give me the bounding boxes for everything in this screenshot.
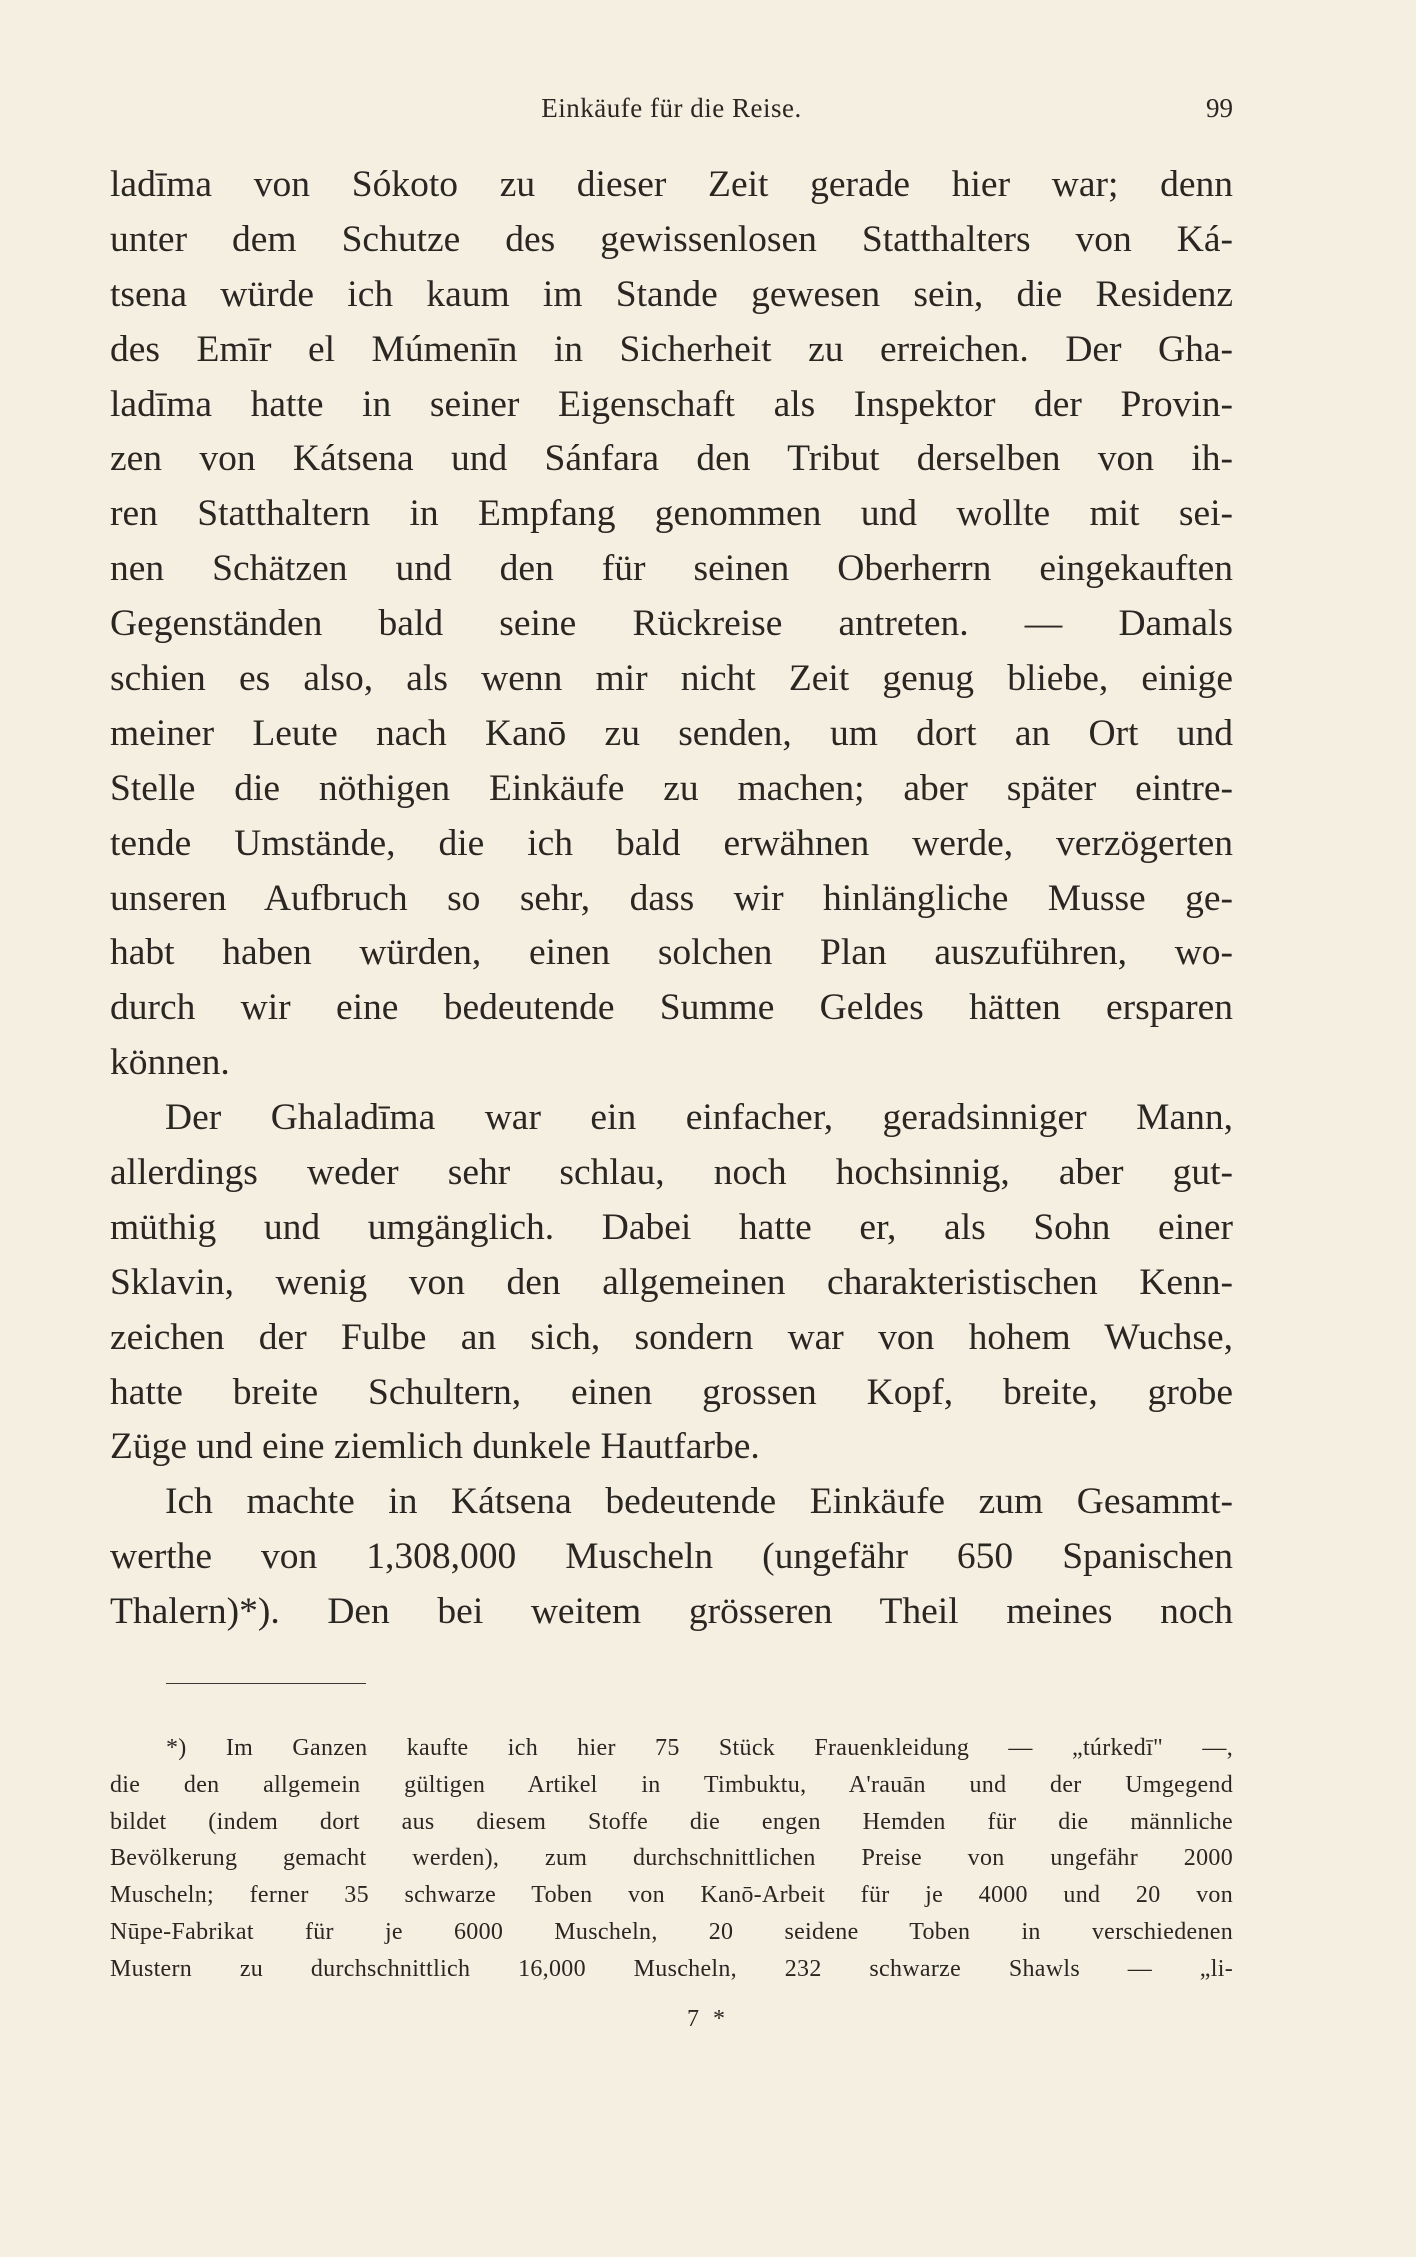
text-line: hatte breite Schultern, einen grossen Kopf, breite, grobe xyxy=(110,1371,1233,1413)
text-line: tsena würde ich kaum im Stande gewesen sein, die Residenz xyxy=(110,273,1233,315)
text-line: Stelle die nöthigen Einkäufe zu machen; aber später eintre- xyxy=(110,767,1233,809)
text-line: Züge und eine ziemlich dunkele Hautfarbe. xyxy=(110,1426,760,1468)
paragraph-start: Der Ghaladīma war ein einfacher, geradsinniger Mann, xyxy=(165,1097,1233,1139)
text-line: können. xyxy=(110,1042,230,1084)
text-line: habt haben würden, einen solchen Plan auszuführen, wo- xyxy=(110,932,1233,974)
text-line: zeichen der Fulbe an sich, sondern war von hohem Wuchse, xyxy=(110,1316,1233,1358)
text-line: müthig und umgänglich. Dabei hatte er, als Sohn einer xyxy=(110,1206,1233,1248)
signature-mark: 7 * xyxy=(687,2006,729,2032)
text-line: Sklavin, wenig von den allgemeinen charakteristischen Kenn- xyxy=(110,1261,1233,1303)
footnote-line: bildet (indem dort aus diesem Stoffe die engen Hemden für die männliche xyxy=(110,1808,1233,1835)
footnote-line: die den allgemein gültigen Artikel in Timbuktu, A'rauān und der Umgegend xyxy=(110,1771,1233,1798)
text-line: allerdings weder sehr schlau, noch hochsinnig, aber gut- xyxy=(110,1152,1233,1194)
text-line: zen von Kátsena und Sánfara den Tribut derselben von ih- xyxy=(110,438,1233,480)
footnote-line: *) Im Ganzen kaufte ich hier 75 Stück Frauenkleidung — „túrkedī" —, xyxy=(166,1735,1233,1761)
text-line: Gegenständen bald seine Rückreise antreten. — Damals xyxy=(110,603,1233,645)
running-title: Einkäufe für die Reise. xyxy=(541,93,802,123)
paragraph-start: Ich machte in Kátsena bedeutende Einkäufe zum Gesammt- xyxy=(165,1481,1233,1523)
text-line: ladīma hatte in seiner Eigenschaft als Inspektor der Provin- xyxy=(110,383,1233,425)
text-line: durch wir eine bedeutende Summe Geldes hätten ersparen xyxy=(110,987,1233,1029)
footnote xyxy=(110,1730,1233,1988)
text-line: meiner Leute nach Kanō zu senden, um dort an Ort und xyxy=(110,712,1233,754)
text-line: unseren Aufbruch so sehr, dass wir hinlängliche Musse ge- xyxy=(110,877,1233,919)
text-line: des Emīr el Múmenīn in Sicherheit zu erreichen. Der Gha- xyxy=(110,328,1233,370)
page-number: 99 xyxy=(1206,93,1233,123)
footnote-line: Bevölkerung gemacht werden), zum durchschnittlichen Preise von ungefähr 2000 xyxy=(110,1845,1233,1872)
text-line: ren Statthaltern in Empfang genommen und wollte mit sei- xyxy=(110,493,1233,535)
footnote-line: Nūpe-Fabrikat für je 6000 Muscheln, 20 seidene Toben in verschiedenen xyxy=(110,1918,1233,1945)
text-line: nen Schätzen und den für seinen Oberherrn eingekauften xyxy=(110,548,1233,590)
footnote-divider xyxy=(166,1683,366,1684)
running-head xyxy=(110,88,1233,128)
text-line: ladīma von Sókoto zu dieser Zeit gerade hier war; denn xyxy=(110,164,1233,205)
text-line: schien es also, als wenn mir nicht Zeit genug bliebe, einige xyxy=(110,658,1233,700)
main-text xyxy=(110,158,1233,1640)
footnote-line: Mustern zu durchschnittlich 16,000 Muscheln, 232 schwarze Shawls — „li- xyxy=(110,1955,1233,1982)
text-line: tende Umstände, die ich bald erwähnen werde, verzögerten xyxy=(110,822,1233,864)
footnote-line: Muscheln; ferner 35 schwarze Toben von Kanō-Arbeit für je 4000 und 20 von xyxy=(110,1882,1233,1909)
text-line: unter dem Schutze des gewissenlosen Statthalters von Ká- xyxy=(110,218,1233,260)
text-line: werthe von 1,308,000 Muscheln (ungefähr 650 Spanischen xyxy=(110,1536,1233,1578)
text-line: Thalern)*). Den bei weitem grösseren Theil meines noch xyxy=(110,1591,1233,1633)
